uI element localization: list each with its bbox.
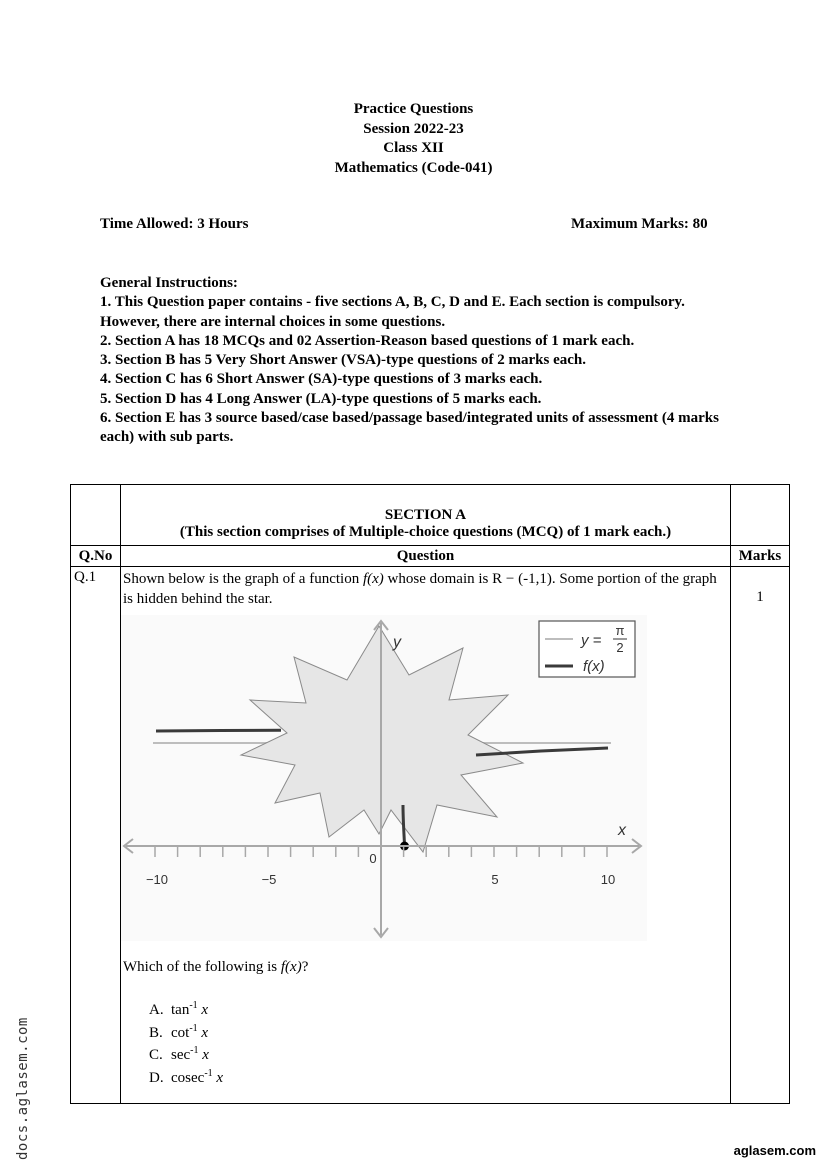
curve-left-branch (156, 730, 281, 731)
option-function: tan (171, 1002, 190, 1018)
option-function: cosec (171, 1069, 205, 1086)
option-c[interactable] (149, 1042, 728, 1065)
option-superscript: -1 (189, 1000, 198, 1011)
instruction-item: 3. Section B has 5 Very Short Answer (VSA)-type questions of 2 marks each. (100, 352, 586, 369)
side-watermark (11, 1000, 31, 1160)
y-axis-label: y (393, 634, 401, 651)
tick-label: −10 (145, 872, 169, 887)
question-body (121, 567, 731, 1104)
option-variable: x (216, 1069, 224, 1086)
function-graph (121, 615, 647, 941)
header-line-class: Class XII (383, 140, 444, 156)
option-superscript: -1 (190, 1045, 199, 1056)
instructions-title: General Instructions: (100, 275, 238, 291)
blank-cell (71, 485, 121, 546)
section-heading (121, 485, 731, 546)
paper-header (0, 100, 827, 178)
tick-label: 10 (600, 872, 616, 887)
question-text (123, 569, 728, 609)
section-subtitle: (This section comprises of Multiple-choice questions (MCQ) of 1 mark each.) (179, 524, 672, 540)
header-marks: Marks (731, 546, 790, 567)
watermark-text: docs.aglasem.com (15, 1017, 31, 1160)
graph-legend (539, 621, 635, 677)
question-marks: 1 (731, 567, 790, 1104)
x-axis-label: x (618, 822, 626, 839)
option-letter: A. (149, 1002, 164, 1018)
header-line-session: Session 2022-23 (363, 120, 464, 137)
option-d[interactable] (149, 1065, 728, 1088)
tick-label: −5 (261, 872, 277, 887)
instruction-item: 5. Section D has 4 Long Answer (LA)-type questions of 5 marks each. (100, 390, 542, 407)
header-line-subject: Mathematics (Code-041) (334, 159, 493, 176)
header-qno: Q.No (71, 546, 121, 567)
instruction-item: 1. This Question paper contains - five sections A, B, C, D and E. Each section is compulsory. However, there are internal choices in some questions. (100, 294, 685, 330)
time-allowed: Time Allowed: 3 Hours (100, 216, 249, 232)
option-function: cot (171, 1024, 190, 1041)
prompt-text: Which of the following is (123, 959, 281, 975)
instruction-item: 6. Section E has 3 source based/case based/passage based/integrated units of assessment (4 marks each) with sub parts. (100, 410, 719, 446)
header-question: Question (121, 546, 731, 567)
option-b[interactable] (149, 1020, 728, 1043)
general-instructions (100, 274, 740, 448)
legend-pi: π (615, 623, 625, 638)
option-a[interactable] (149, 997, 728, 1020)
option-variable: x (201, 1002, 209, 1018)
option-superscript: -1 (204, 1067, 213, 1079)
section-title: SECTION A (384, 507, 467, 523)
header-line-practice: Practice Questions (353, 101, 474, 117)
fx-symbol: f(x) (280, 959, 302, 975)
blank-cell (731, 485, 790, 546)
option-function: sec (171, 1047, 191, 1063)
option-letter: B. (149, 1024, 163, 1041)
curve-lower-segment (403, 805, 405, 845)
question-text-part: whose domain is R − (-1,1). Some portion of the graph is hidden behind the star. (123, 571, 717, 607)
option-variable: x (201, 1024, 209, 1041)
question-number: Q.1 (71, 567, 121, 1104)
question-table (70, 484, 790, 1104)
instruction-item: 4. Section C has 6 Short Answer (SA)-type questions of 3 marks each. (100, 371, 543, 388)
origin-label: 0 (369, 851, 377, 866)
fx-symbol: f(x) (362, 571, 384, 587)
option-letter: C. (149, 1047, 163, 1063)
legend-curve-label: f(x) (583, 658, 605, 675)
legend-denominator: 2 (616, 640, 624, 655)
brand-footer: aglasem.com (733, 1143, 816, 1158)
maximum-marks: Maximum Marks: 80 (571, 216, 708, 232)
prompt-text: ? (301, 959, 309, 975)
question-prompt (123, 957, 728, 977)
option-letter: D. (149, 1069, 164, 1086)
option-variable: x (202, 1047, 209, 1063)
legend-asymptote-label: y = (581, 632, 602, 649)
option-superscript: -1 (189, 1022, 198, 1034)
instruction-item: 2. Section A has 18 MCQs and 02 Assertion-Reason based questions of 1 mark each. (100, 332, 635, 349)
tick-label: 5 (491, 872, 499, 887)
answer-options (123, 997, 728, 1087)
question-text-part: Shown below is the graph of a function (123, 571, 363, 587)
